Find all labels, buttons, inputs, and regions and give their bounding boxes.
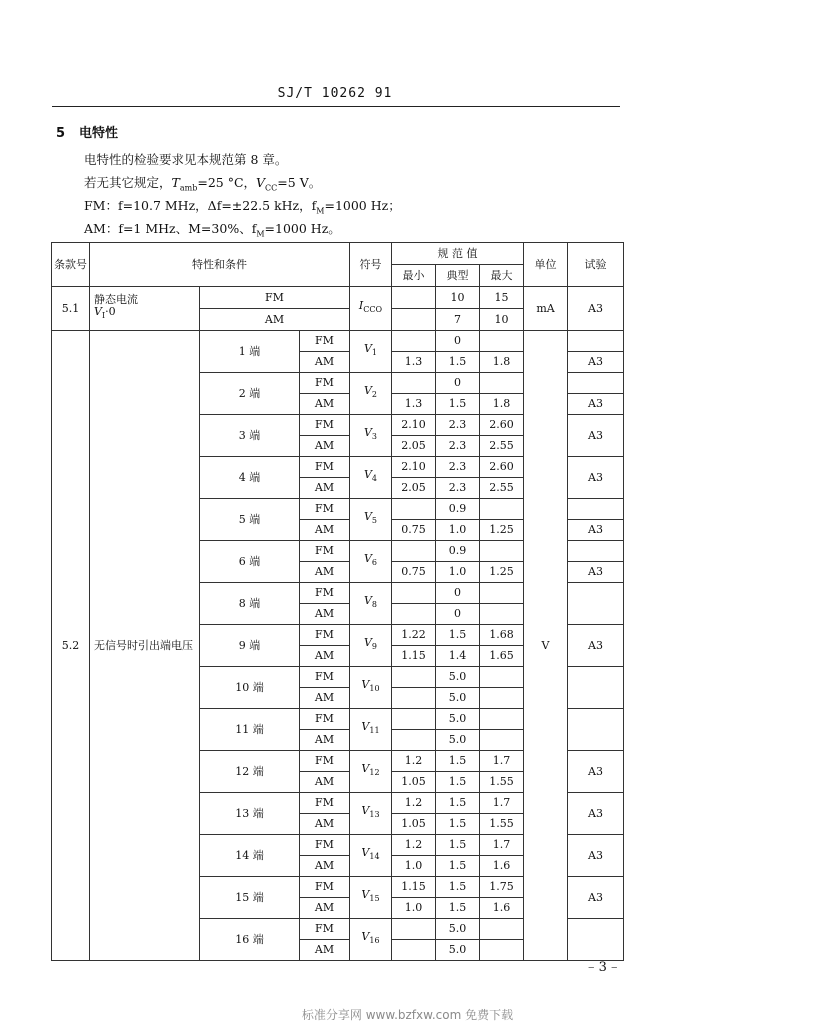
- value-fm-max: [480, 541, 524, 562]
- value-fm-max: 2.60: [480, 415, 524, 436]
- value-fm-max: 1.75: [480, 877, 524, 898]
- pin-symbol-v: V: [363, 468, 372, 482]
- mode-label: FM: [300, 373, 350, 394]
- value-am-min: 1.0: [392, 898, 436, 919]
- document-header-code: SJ/T 10262 91: [277, 86, 393, 101]
- pin-symbol: [350, 457, 392, 499]
- mode-label: AM: [300, 940, 350, 961]
- value-fm-typ: 2.3: [436, 457, 480, 478]
- value-am-max: 1.6: [480, 898, 524, 919]
- value-am-min: 0.75: [392, 562, 436, 583]
- value-am-min: 1.3: [392, 352, 436, 373]
- electrical-characteristics-table: [51, 242, 624, 961]
- test-cell: [568, 583, 624, 625]
- value-am-max: 2.55: [480, 436, 524, 457]
- value-am-typ: 5.0: [436, 688, 480, 709]
- test-cell: A3: [568, 394, 624, 415]
- value-am-min: 1.0: [392, 856, 436, 877]
- pin-symbol-v: V: [363, 510, 372, 524]
- test-cell: A3: [568, 457, 624, 499]
- pin-symbol: [350, 919, 392, 961]
- value-am-typ: 1.5: [436, 394, 480, 415]
- mode-label: FM: [300, 919, 350, 940]
- desc-line2: [94, 306, 199, 322]
- pin-symbol-sub: 5: [371, 516, 378, 526]
- mode-label: FM: [300, 793, 350, 814]
- pin-symbol-v: V: [363, 594, 372, 608]
- pin-symbol-sub: 9: [371, 642, 378, 652]
- mode-label: FM: [300, 583, 350, 604]
- value-fm-min: 1.2: [392, 751, 436, 772]
- value-am-typ: 0: [436, 604, 480, 625]
- pin-symbol-sub: 4: [371, 474, 378, 484]
- value-am-typ: 1.5: [436, 814, 480, 835]
- desc-line2-tail: ·0: [105, 305, 116, 319]
- row51-fm-max: 15: [480, 287, 524, 309]
- row51-symbol-i: I: [358, 299, 364, 313]
- paragraph-am-conditions: [84, 219, 341, 239]
- test-cell: [568, 919, 624, 961]
- value-fm-max: [480, 331, 524, 352]
- value-am-min: 1.05: [392, 772, 436, 793]
- header-test: 试验: [568, 243, 624, 287]
- value-fm-min: 1.15: [392, 877, 436, 898]
- value-fm-typ: 1.5: [436, 793, 480, 814]
- value-am-min: [392, 730, 436, 751]
- value-fm-min: [392, 709, 436, 730]
- pin-symbol-sub: 13: [369, 810, 380, 820]
- pin-label: 1 端: [200, 331, 300, 373]
- pin-label: 2 端: [200, 373, 300, 415]
- mode-label: AM: [300, 730, 350, 751]
- pin-label: 14 端: [200, 835, 300, 877]
- pin-label: 12 端: [200, 751, 300, 793]
- test-cell: A3: [568, 625, 624, 667]
- pin-label: 16 端: [200, 919, 300, 961]
- pin-symbol-sub: 15: [369, 894, 380, 904]
- pin-symbol: [350, 415, 392, 457]
- mode-label: FM: [300, 667, 350, 688]
- pin-symbol: [350, 877, 392, 919]
- pin-symbol-v: V: [361, 846, 370, 860]
- page-number: – 3 –: [588, 960, 618, 975]
- value-fm-min: [392, 919, 436, 940]
- pin-symbol: [350, 751, 392, 793]
- header-characteristics: 特性和条件: [90, 243, 350, 287]
- pin-symbol-v: V: [361, 720, 370, 734]
- value-am-max: 1.8: [480, 352, 524, 373]
- value-fm-max: [480, 373, 524, 394]
- paragraph-default-conditions: [84, 173, 321, 193]
- value-fm-max: 1.7: [480, 793, 524, 814]
- value-am-typ: 5.0: [436, 940, 480, 961]
- test-cell: A3: [568, 520, 624, 541]
- value-fm-min: 1.22: [392, 625, 436, 646]
- mode-label: AM: [300, 688, 350, 709]
- p2-tamb: T: [171, 175, 180, 190]
- value-fm-typ: 2.3: [436, 415, 480, 436]
- value-fm-typ: 0: [436, 331, 480, 352]
- value-am-min: 1.05: [392, 814, 436, 835]
- desc-line1: 静态电流: [94, 293, 138, 307]
- mode-label: AM: [300, 478, 350, 499]
- mode-label: FM: [300, 331, 350, 352]
- value-fm-max: [480, 499, 524, 520]
- p2-vcc-sub: CC: [265, 183, 278, 193]
- value-fm-min: 1.2: [392, 793, 436, 814]
- desc-line2-v: V: [94, 305, 102, 319]
- test-cell: A3: [568, 751, 624, 793]
- p2-tamb-val: =25 °C，: [197, 175, 257, 190]
- pin-label: 3 端: [200, 415, 300, 457]
- value-fm-typ: 0.9: [436, 541, 480, 562]
- header-spec-values: 规 范 值: [392, 243, 524, 265]
- mode-label: FM: [300, 415, 350, 436]
- mode-label: FM: [300, 457, 350, 478]
- footer-watermark: 标准分享网 www.bzfxw.com 免费下载: [301, 1008, 514, 1022]
- paragraph-fm-conditions: [84, 196, 401, 216]
- pin-symbol-v: V: [363, 426, 372, 440]
- pin-label: 11 端: [200, 709, 300, 751]
- value-am-max: [480, 730, 524, 751]
- value-am-max: 1.65: [480, 646, 524, 667]
- value-am-typ: 2.3: [436, 478, 480, 499]
- header-min: 最小: [392, 265, 436, 287]
- desc-line2-sub: I: [101, 311, 106, 321]
- pin-symbol: [350, 625, 392, 667]
- value-fm-max: [480, 709, 524, 730]
- mode-label: AM: [300, 646, 350, 667]
- pin-symbol-sub: 3: [371, 432, 378, 442]
- pin-symbol-sub: 16: [369, 936, 380, 946]
- value-am-min: 1.15: [392, 646, 436, 667]
- header-max: 最大: [480, 265, 524, 287]
- value-am-max: 1.6: [480, 856, 524, 877]
- mode-label: FM: [300, 877, 350, 898]
- pin-symbol: [350, 709, 392, 751]
- value-am-min: [392, 604, 436, 625]
- value-am-typ: 1.5: [436, 352, 480, 373]
- value-fm-typ: 0: [436, 583, 480, 604]
- test-cell-empty: [568, 373, 624, 394]
- value-am-max: 1.25: [480, 520, 524, 541]
- pin-symbol-sub: 2: [371, 390, 378, 400]
- value-fm-max: [480, 583, 524, 604]
- value-am-min: 2.05: [392, 436, 436, 457]
- pin-symbol-sub: 6: [371, 558, 378, 568]
- mode-label: FM: [300, 625, 350, 646]
- value-fm-max: 2.60: [480, 457, 524, 478]
- quiescent-current-desc: [90, 287, 200, 331]
- value-am-typ: 1.0: [436, 562, 480, 583]
- row51-fm-label: FM: [200, 287, 350, 309]
- pin-label: 4 端: [200, 457, 300, 499]
- value-fm-max: 1.68: [480, 625, 524, 646]
- value-fm-typ: 1.5: [436, 625, 480, 646]
- value-am-min: [392, 940, 436, 961]
- test-cell-empty: [568, 499, 624, 520]
- mode-label: AM: [300, 562, 350, 583]
- test-cell: [568, 709, 624, 751]
- table-header-row: [52, 243, 624, 265]
- p2-vcc: V: [256, 175, 266, 190]
- section-heading: [56, 122, 132, 141]
- row51-am-label: AM: [200, 309, 350, 331]
- test-cell: A3: [568, 562, 624, 583]
- value-fm-typ: 0.9: [436, 499, 480, 520]
- mode-label: AM: [300, 604, 350, 625]
- p4-text: AM：f=1 MHz、M=30%、f: [84, 221, 257, 236]
- mode-label: FM: [300, 541, 350, 562]
- pin-symbol: [350, 331, 392, 373]
- row51-test: A3: [568, 287, 624, 331]
- pin-symbol-sub: 11: [369, 726, 380, 736]
- value-fm-min: [392, 541, 436, 562]
- value-am-typ: 1.5: [436, 898, 480, 919]
- value-am-typ: 1.0: [436, 520, 480, 541]
- p2-prefix: 若无其它规定，: [84, 175, 172, 190]
- pin-symbol: [350, 583, 392, 625]
- mode-label: AM: [300, 898, 350, 919]
- pin-voltage-desc: 无信号时引出端电压: [90, 331, 200, 961]
- value-fm-min: 2.10: [392, 457, 436, 478]
- pin-symbol-sub: 10: [369, 684, 380, 694]
- value-am-max: [480, 940, 524, 961]
- test-cell: A3: [568, 877, 624, 919]
- pin-symbol-v: V: [361, 888, 370, 902]
- value-fm-typ: 5.0: [436, 919, 480, 940]
- pin-symbol-v: V: [361, 678, 370, 692]
- value-am-typ: 1.5: [436, 856, 480, 877]
- value-am-typ: 2.3: [436, 436, 480, 457]
- section-number: 5: [56, 126, 66, 141]
- value-fm-typ: 1.5: [436, 751, 480, 772]
- value-am-min: 2.05: [392, 478, 436, 499]
- value-fm-typ: 1.5: [436, 877, 480, 898]
- test-cell: A3: [568, 352, 624, 373]
- value-am-min: [392, 688, 436, 709]
- p3-tail: =1000 Hz；: [324, 198, 401, 213]
- value-fm-max: 1.7: [480, 835, 524, 856]
- pin-symbol-sub: 1: [371, 348, 378, 358]
- mode-label: AM: [300, 394, 350, 415]
- row51-unit: mA: [524, 287, 568, 331]
- row51-fm-typ: 10: [436, 287, 480, 309]
- table-row: [52, 287, 624, 309]
- pin-symbol: [350, 373, 392, 415]
- row51-fm-min: [392, 287, 436, 309]
- value-am-min: 1.3: [392, 394, 436, 415]
- value-fm-min: [392, 499, 436, 520]
- value-am-typ: 1.4: [436, 646, 480, 667]
- test-cell: [568, 667, 624, 709]
- table-row: [52, 331, 624, 352]
- value-fm-min: [392, 583, 436, 604]
- value-am-max: 1.55: [480, 814, 524, 835]
- value-am-typ: 5.0: [436, 730, 480, 751]
- mode-label: FM: [300, 751, 350, 772]
- value-fm-min: 1.2: [392, 835, 436, 856]
- header-rule: [52, 106, 620, 107]
- value-am-min: 0.75: [392, 520, 436, 541]
- header-clause: 条款号: [52, 243, 90, 287]
- value-fm-min: [392, 331, 436, 352]
- mode-label: FM: [300, 709, 350, 730]
- section-title: 电特性: [79, 126, 119, 141]
- mode-label: AM: [300, 814, 350, 835]
- value-fm-max: [480, 919, 524, 940]
- value-fm-min: 2.10: [392, 415, 436, 436]
- value-am-max: [480, 604, 524, 625]
- value-fm-min: [392, 373, 436, 394]
- pin-symbol-v: V: [363, 636, 372, 650]
- pin-symbol-v: V: [361, 930, 370, 944]
- test-cell: A3: [568, 415, 624, 457]
- p2-tamb-sub: amb: [179, 183, 198, 193]
- pin-symbol: [350, 499, 392, 541]
- mode-label: AM: [300, 772, 350, 793]
- mode-label: FM: [300, 499, 350, 520]
- value-am-max: 1.55: [480, 772, 524, 793]
- mode-label: AM: [300, 856, 350, 877]
- pin-label: 9 端: [200, 625, 300, 667]
- pin-label: 10 端: [200, 667, 300, 709]
- mode-label: AM: [300, 520, 350, 541]
- row51-am-max: 10: [480, 309, 524, 331]
- row51-symbol: [350, 287, 392, 331]
- value-am-max: 1.25: [480, 562, 524, 583]
- pin-label: 5 端: [200, 499, 300, 541]
- pin-symbol-v: V: [363, 342, 372, 356]
- pin-symbol-v: V: [361, 762, 370, 776]
- mode-label: AM: [300, 436, 350, 457]
- pin-label: 15 端: [200, 877, 300, 919]
- pin-symbol-v: V: [361, 804, 370, 818]
- mode-label: FM: [300, 835, 350, 856]
- value-fm-max: 1.7: [480, 751, 524, 772]
- test-cell: A3: [568, 835, 624, 877]
- value-am-max: 1.8: [480, 394, 524, 415]
- clause-5-2: 5.2: [52, 331, 90, 961]
- value-fm-typ: 1.5: [436, 835, 480, 856]
- row51-am-min: [392, 309, 436, 331]
- row52-unit: V: [524, 331, 568, 961]
- header-typ: 典型: [436, 265, 480, 287]
- value-am-typ: 1.5: [436, 772, 480, 793]
- p4-sub: M: [256, 229, 265, 239]
- pin-symbol-sub: 12: [369, 768, 380, 778]
- pin-symbol: [350, 835, 392, 877]
- pin-label: 6 端: [200, 541, 300, 583]
- row51-symbol-sub: CCO: [363, 305, 383, 315]
- value-fm-typ: 5.0: [436, 709, 480, 730]
- value-fm-max: [480, 667, 524, 688]
- clause-5-1: 5.1: [52, 287, 90, 331]
- test-cell: A3: [568, 793, 624, 835]
- pin-symbol-v: V: [363, 552, 372, 566]
- paragraph-electrical-reference: 电特性的检验要求见本规范第 8 章。: [84, 152, 288, 167]
- p3-text: FM：f=10.7 MHz，Δf=±22.5 kHz，f: [84, 198, 317, 213]
- p4-tail: =1000 Hz。: [264, 221, 341, 236]
- pin-symbol-v: V: [363, 384, 372, 398]
- pin-symbol-sub: 8: [371, 600, 378, 610]
- test-cell-empty: [568, 331, 624, 352]
- value-fm-typ: 5.0: [436, 667, 480, 688]
- test-cell-empty: [568, 541, 624, 562]
- pin-symbol: [350, 541, 392, 583]
- pin-symbol-sub: 14: [369, 852, 380, 862]
- value-am-max: 2.55: [480, 478, 524, 499]
- value-fm-min: [392, 667, 436, 688]
- p3-sub: M: [316, 206, 325, 216]
- pin-symbol: [350, 793, 392, 835]
- pin-symbol: [350, 667, 392, 709]
- header-symbol: 符号: [350, 243, 392, 287]
- pin-label: 13 端: [200, 793, 300, 835]
- row51-am-typ: 7: [436, 309, 480, 331]
- header-unit: 单位: [524, 243, 568, 287]
- pin-label: 8 端: [200, 583, 300, 625]
- value-am-max: [480, 688, 524, 709]
- p2-vcc-val: =5 V。: [277, 175, 322, 190]
- value-fm-typ: 0: [436, 373, 480, 394]
- mode-label: AM: [300, 352, 350, 373]
